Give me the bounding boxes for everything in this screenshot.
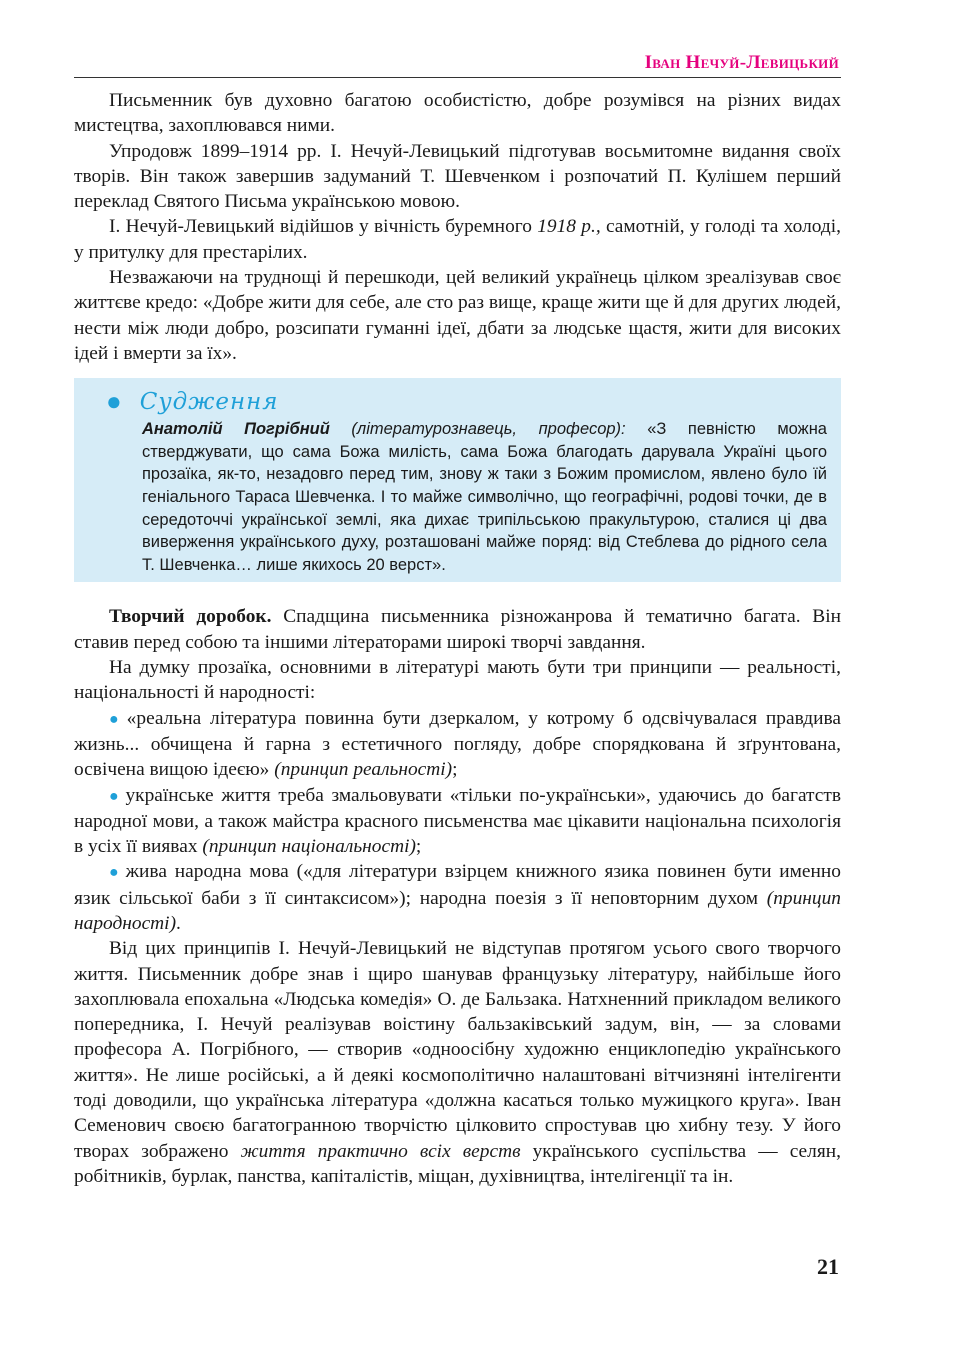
emphasis: життя практично всіх верств [240,1140,521,1162]
opinion-text: «З певністю можна стверджувати, що сама Божа милість, сама Божа благодать дарувала Україні цього прозаїка, як-то, незадовго перед тим, знову ж таки з Божим промислом, явлено було їй геніального Тараса Шевченка. І то майже символічно, що географічні, родові точки, де в середоточчі української землі, яка дихає трипільською пракультурою, сталися ці два виверження українського духу, розташовані майже поряд: від Стеблева до рідного села Т. Шевченка… лише якихось 20 верст». [142,420,827,574]
text: самотній, у голоді та холоді, у притулку для престарілих. [74,216,841,263]
opinion-quote [142,418,827,576]
paragraph: Письменник був духовно багатою особистістю, добре розумівся на різних видах мистецтва, захоплювався ними. [74,90,841,137]
punct: ; [452,759,458,781]
principle-note: (принцип національності) [202,836,416,858]
year-emphasis: 1918 р., [537,216,601,238]
text: Від цих принципів І. Нечуй-Левицький не відступав протягом усього свого творчого життя. Письменник добре знав і щиро шанував французьку літературу, найбільше його захоплювала епохальна «Людська комедія» О. де Бальзака. Натхненний прикладом великого попередника, І. Нечуй реалізував воістину бальзаківський задум, він, — за словами професора А. Погрібного, — створив «одноосібну художню енциклопедію українського життя». Не лише російські, а й деякі космополітично налаштовані вітчизняні інтелігенти тоді доводили, що українська література «должна касаться только мужицкого круга». Іван Семенович своєю багатогранною творчістю цілковито спростував цю хибну тезу. У його творах зображено [74,938,841,1162]
punct: ; [415,836,422,858]
principle-item [74,783,841,860]
opinion-label: Судження [139,388,279,415]
header-divider [74,77,841,78]
opinion-header [106,386,827,418]
principle-item [74,859,841,936]
page-body [74,88,841,1189]
section-heading: Творчий доробок. [109,606,272,628]
bullet-icon: ● [109,787,122,805]
bullet-icon: ● [109,864,122,882]
opinion-box [74,378,841,582]
opinion-author: Анатолій Погрібний [142,420,330,439]
principles-intro: На думку прозаїка, основними в літературі мають бути три принципи — реальності, національності й народності: [74,657,841,704]
text: українського суспільства — селян, робітників, бурлак, панства, капіталістів, міщан, духівництва, інтелігенції та ін. [74,1140,841,1187]
opinion-role: (літературознавець, професор): [329,420,626,439]
section-intro [74,604,841,655]
paragraph-death [74,214,841,265]
text: «реальна література повинна бути дзеркалом, у котрому б одсвічувалася правдива жизнь... обчищена й гарна з естетичного погляду, добре спорядкована й зґрунтована, освічена вищою ідеєю» [74,707,841,781]
page-number: 21 [817,1254,839,1279]
text: Спадщина письменника різножанрова й тематично багата. Він ставив перед собою та іншими літераторами широкі творчі завдання. [74,606,841,653]
bullet-icon: ● [109,710,123,728]
paragraph-credo: Незважаючи на труднощі й перешкоди, цей великий українець цілком зреалізував своє життєве кредо: «Добре жити для себе, але сто раз вище, краще жити ще й для других людей, нести між люди добро, розсипати гуманні ідеї, дбати за людське щастя, жити для високих ідей і вмерти за їх». [74,267,841,364]
text: І. Нечуй-Левицький відійшов у вічність буремного [109,216,538,238]
principle-note: (принцип реальності) [274,759,453,781]
paragraph-closing [74,936,841,1189]
paragraph: Упродовж 1899–1914 рр. І. Нечуй-Левицький підготував восьмитомне видання своїх творів. Він також завершив задуманий Т. Шевченком і розпочатий П. Кулішем перший переклад Святого Письма українською мовою. [74,140,841,213]
text: жива народна мова («для літератури взірцем книжного язика повинен бути именно язик сільської баби з її синтаксисом»); народна поезія з її неповторним духом [74,861,841,909]
bullet-icon: ● [106,387,122,417]
principle-note: (принцип народності) [74,887,841,934]
text: українське життя треба змальовувати «тільки по-українськи», удаючись до багатств народної мови, а також майстра красного письменства має цікавити національна психологія в усіх її виявах [74,784,841,858]
principle-item [74,706,841,783]
running-header: Іван Нечуй-Левицький [644,52,839,73]
punct: . [176,912,181,934]
